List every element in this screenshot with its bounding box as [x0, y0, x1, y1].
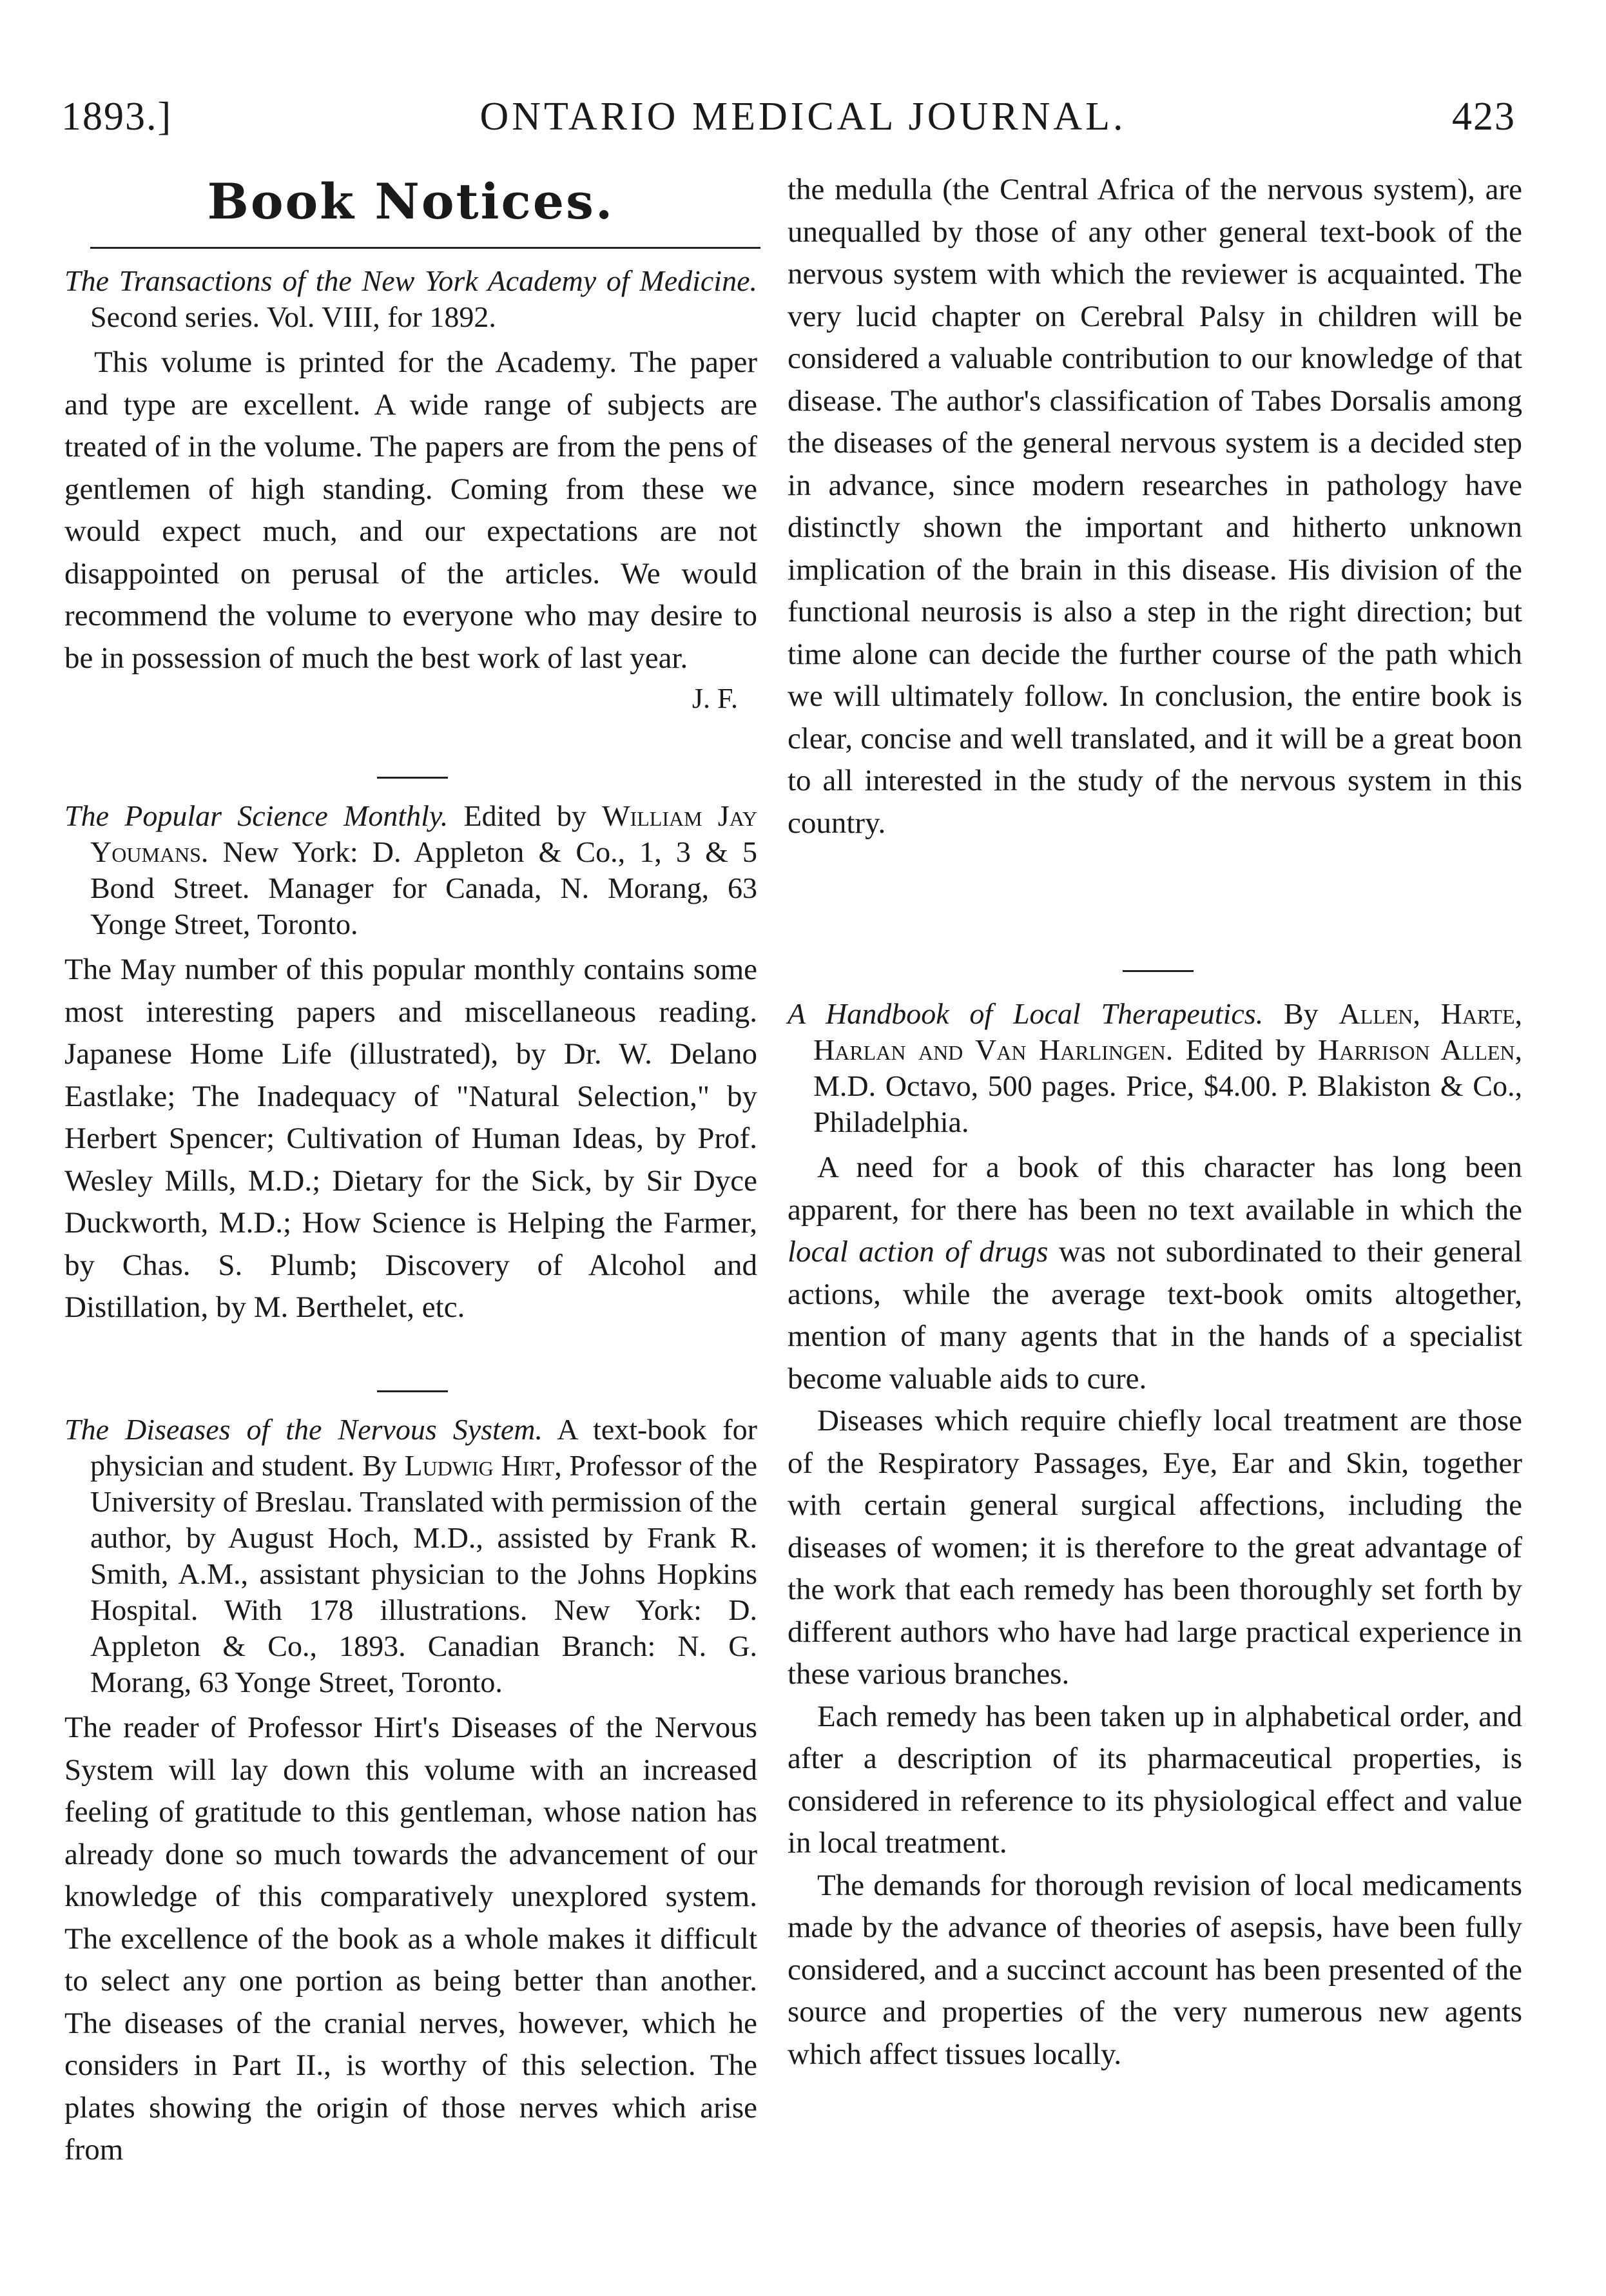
paragraph-text: A need for a book of this character has long been apparent, for there has been no text available in which the: [788, 1151, 1522, 1227]
review-paragraph: The reader of Professor Hirt's Diseases of the Nervous System will lay down this volume with an increased feeling of gratitude to this gentleman, whose nation has already done so much towards the advancement of our knowledge of this comparatively unexplored system. The excellence of the book as a whole makes it difficult to select any one portion as being better than another. The diseases of the cranial nerves, however, which he considers in Part II., is worthy of this selection. The plates showing the origin of those nerves which arise from: [64, 1711, 757, 2166]
review-body: [64, 949, 757, 1329]
review-details: New York: D. Appleton & Co., 1, 3 & 5 Bond Street. Manager for Canada, N. Morang, 63 Yonge Street, Toronto.: [90, 835, 758, 940]
review-academy-transactions: [64, 263, 757, 715]
review-heading: [64, 798, 757, 942]
review-body: [64, 1707, 757, 2172]
review-title: The Transactions of the New York Academy of Medicine.: [64, 264, 757, 297]
review-details: Second series. Vol. VIII, for 1892.: [90, 300, 496, 333]
review-heading: [64, 1412, 757, 1700]
page-number: 423: [1452, 95, 1516, 139]
review-diseases-nervous-system: [64, 1412, 757, 2172]
review-details-prefix: A text-book for physician and student. By: [90, 1413, 757, 1482]
separator-rule: [377, 1390, 448, 1392]
emphasis-text: local action of drugs: [788, 1235, 1049, 1269]
review-details: Professor of the University of Breslau. Translated with permission of the author, by August Hoch, M.D., assisted by Frank R. Smith, A.M., assistant physician to the Johns Hopkins Hospital. With 178 illustrations. New York: D. Appleton & Co., 1893. Canadian Branch: N. G. Morang, 63 Yonge Street, Toronto.: [90, 1449, 758, 1698]
journal-title: ONTARIO MEDICAL JOURNAL.: [479, 95, 1127, 139]
review-title: The Diseases of the Nervous System.: [64, 1413, 543, 1446]
review-heading: [788, 996, 1522, 1140]
review-signature: J. F.: [692, 683, 738, 714]
editor-prefix: Edited by: [463, 799, 586, 832]
separator-rule: [1123, 970, 1194, 972]
header-year: 1893.]: [61, 95, 173, 139]
review-paragraph: This volume is printed for the Academy. The paper and type are excellent. A wide range of subjects are treated of in the volume. The papers are from the pens of gentlemen of high standing. Coming from these we would expect much, and our expectations are not disappointed on perusal of the articles. We would recommend the volume to everyone who may desire to be in possession of much the best work of last year.: [64, 345, 757, 675]
review-title: The Popular Science Monthly.: [64, 799, 449, 832]
review-paragraph: The May number of this popular monthly contains some most interesting papers and miscellaneous reading. Japanese Home Life (illustrated), by Dr. W. Delano Eastlake; The Inadequacy of "Natural Selection," by Herbert Spencer; Cultivation of Human Ideas, by Prof. Wesley Mills, M.D.; Dietary for the Sick, by Sir Dyce Duckworth, M.D.; How Science is Helping the Farmer, by Chas. S. Plumb; Discovery of Alcohol and Distillation, by M. Berthelet, etc.: [64, 953, 757, 1324]
review-body: [788, 169, 1522, 844]
review-editor: William Jay Youmans.: [90, 799, 757, 868]
section-title: Book Notices.: [207, 173, 615, 230]
review-author: Ludwig Hirt,: [404, 1449, 562, 1482]
review-handbook-local-therapeutics: [788, 996, 1522, 2076]
review-diseases-nervous-system-continued: [788, 169, 1522, 844]
review-body: [64, 342, 757, 679]
review-paragraph: Diseases which require chiefly local treatment are those of the Respiratory Passages, Eye, Ear and Skin, together with certain general surgical affections, including the diseases of women; it is therefore to the great advantage of the work that each remedy has been thoroughly set forth by different authors who have had large practical experience in these various branches.: [788, 1404, 1522, 1691]
review-authors: Allen, Harte, Harlan and Van Harlingen.: [813, 997, 1522, 1066]
review-paragraph: The demands for thorough revision of local medicaments made by the advance of theories of asepsis, have been fully considered, and a succinct account has been presented of the source and properties of the very numerous new agents which affect tissues locally.: [788, 1868, 1522, 2071]
by-prefix: By: [1283, 997, 1319, 1030]
review-paragraph: [788, 1147, 1522, 1400]
review-paragraph: the medulla (the Central Africa of the nervous system), are unequalled by those of any other general text-book of the nervous system with which the reviewer is acquainted. The very lucid chapter on Cerebral Palsy in children will be considered a valuable contribution to our knowledge of that disease. The author's classification of Tabes Dorsalis among the diseases of the general nervous system is a decided step in advance, since modern researches in pathology have distinctly shown the important and hitherto unknown implication of the brain in this disease. His division of the functional neurosis is also a step in the right direction; but time alone can decide the further course of the path which we will ultimately follow. In conclusion, the entire book is clear, concise and well translated, and it will be a great boon to all interested in the study of the nervous system in this country.: [788, 173, 1522, 840]
review-body: [788, 1147, 1522, 2076]
review-popular-science-monthly: [64, 798, 757, 1329]
review-editor: Harrison Allen,: [1317, 1033, 1523, 1066]
review-heading: [64, 263, 757, 335]
paragraph-text: was not subordinated to their general actions, while the average text-book omits altogether, mention of many agents that in the hands of a specialist become valuable aids to cure.: [788, 1235, 1522, 1396]
editor-prefix: Edited by: [1185, 1033, 1306, 1066]
section-title-rule: [90, 247, 760, 249]
separator-rule: [377, 777, 448, 779]
review-paragraph: Each remedy has been taken up in alphabetical order, and after a description of its pharmaceutical properties, is considered in reference to its physiological effect and value in local treatment.: [788, 1699, 1522, 1860]
review-details: M.D. Octavo, 500 pages. Price, $4.00. P. Blakiston & Co., Philadelphia.: [813, 1069, 1522, 1138]
review-title: A Handbook of Local Therapeutics.: [788, 997, 1264, 1030]
